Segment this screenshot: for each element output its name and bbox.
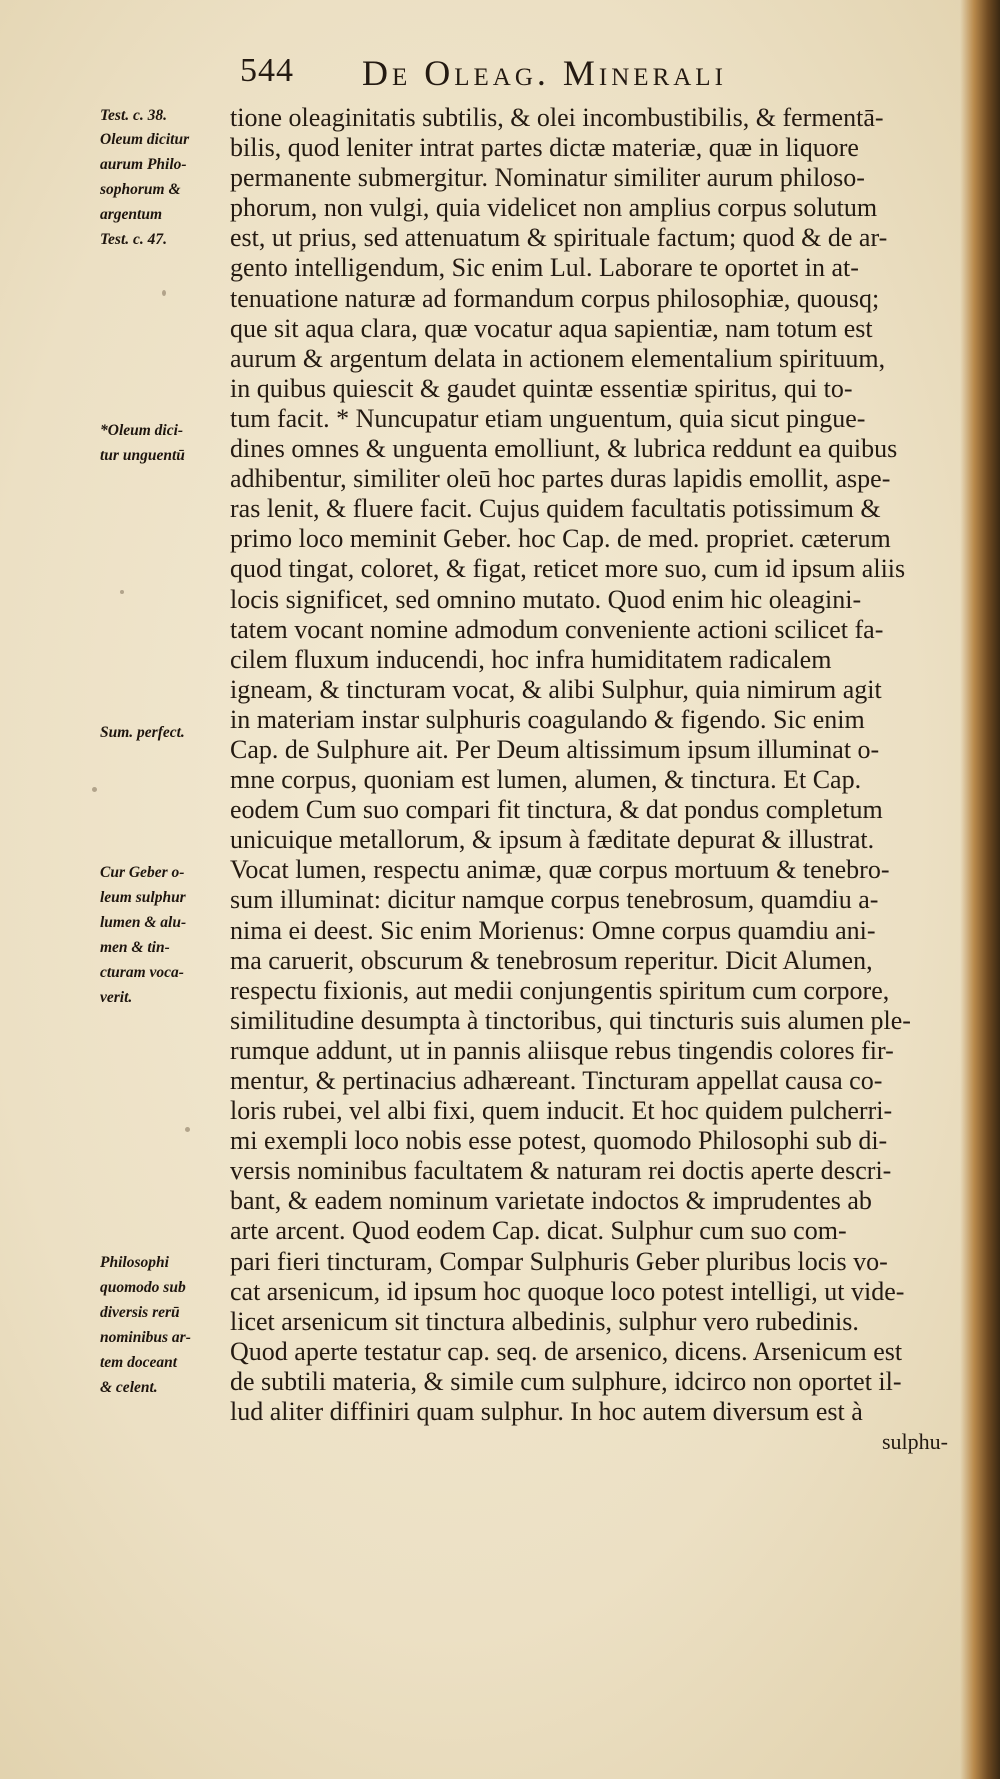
margin-note-line: cturam voca- bbox=[100, 964, 184, 981]
paper-fleck bbox=[162, 290, 166, 296]
margin-note-line: *Oleum dici- bbox=[100, 422, 184, 439]
text-line: in materiam instar sulphuris coagulando & figendo. Sic enim bbox=[230, 704, 865, 734]
main-text bbox=[230, 103, 988, 1457]
text-line: gento intelligendum, Sic enim Lul. Laborare te oportet in at- bbox=[230, 253, 859, 283]
margin-note-line: Cur Geber o- bbox=[100, 864, 185, 881]
margin-note-line: Test. c. 38. bbox=[100, 107, 168, 124]
text-line: respectu fixionis, aut medii conjungentis spiritum cum corpore, bbox=[230, 975, 890, 1005]
text-line: cat arsenicum, id ipsum hoc quoque loco potest intelligi, ut vide- bbox=[230, 1276, 905, 1306]
text-line: in quibus quiescit & gaudet quintæ essentiæ spiritus, qui to- bbox=[230, 373, 853, 403]
text-line: Quod aperte testatur cap. seq. de arsenico, dicens. Arsenicum est bbox=[230, 1336, 903, 1366]
text-line: dines omnes & unguenta emolliunt, & lubrica reddunt ea quibus bbox=[230, 434, 898, 464]
text-line: adhibentur, similiter oleū hoc partes duras lapidis emollit, aspe- bbox=[230, 464, 891, 494]
margin-note bbox=[100, 418, 228, 468]
text-line: de subtili materia, & simile cum sulphure, idcirco non oportet il- bbox=[230, 1366, 902, 1396]
text-line: eodem Cum suo compari fit tinctura, & dat pondus completum bbox=[230, 795, 883, 825]
margin-note bbox=[100, 720, 228, 745]
paper-fleck bbox=[120, 590, 124, 594]
margin-note-line: lumen & alu- bbox=[100, 914, 187, 931]
text-line: bant, & eadem nominum varietate indoctos & imprudentes ab bbox=[230, 1186, 872, 1216]
margin-note-line: Philosophi bbox=[100, 1254, 169, 1271]
text-line: arte arcent. Quod eodem Cap. dicat. Sulphur cum suo com- bbox=[230, 1216, 847, 1246]
margin-note-line: nominibus ar- bbox=[100, 1329, 191, 1346]
text-line: que sit aqua clara, quæ vocatur aqua sapientiæ, nam totum est bbox=[230, 313, 873, 343]
text-line: aurum & argentum delata in actionem elementalium spirituum, bbox=[230, 343, 886, 373]
text-line: phorum, non vulgi, quia videlicet non amplius corpus solutum bbox=[230, 193, 878, 223]
margin-note-line: tem doceant bbox=[100, 1354, 178, 1371]
text-line: tum facit. * Nuncupatur etiam unguentum, quia sicut pingue- bbox=[230, 403, 866, 433]
text-line: est, ut prius, sed attenuatum & spirituale factum; quod & de ar- bbox=[230, 223, 888, 253]
catchword: sulphu- bbox=[882, 1429, 948, 1455]
text-line: lud aliter diffiniri quam sulphur. In hoc autem diversum est à bbox=[230, 1397, 863, 1427]
text-line: pari fieri tincturam, Compar Sulphuris Geber pluribus locis vo- bbox=[230, 1246, 888, 1276]
margin-note-line: sophorum & bbox=[100, 181, 181, 198]
margin-note-line: & celent. bbox=[100, 1379, 158, 1396]
running-title: De Oleag. Minerali bbox=[362, 53, 727, 93]
text-line: loris rubei, vel albi fixi, quem inducit. Et hoc quidem pulcherri- bbox=[230, 1096, 893, 1126]
page-number: 544 bbox=[240, 52, 294, 89]
margin-note bbox=[100, 1250, 228, 1400]
text-line: sum illuminat: dicitur namque corpus tenebrosum, quamdiu a- bbox=[230, 885, 879, 915]
margin-note-line: Test. c. 47. bbox=[100, 231, 168, 248]
text-line: mi exempli loco nobis esse potest, quomodo Philosophi sub di- bbox=[230, 1126, 888, 1156]
text-line: tatem vocant nomine admodum conveniente actioni scilicet fa- bbox=[230, 614, 884, 644]
margin-note-line: leum sulphur bbox=[100, 889, 186, 906]
text-line: mentur, & pertinacius adhæreant. Tincturam appellat causa co- bbox=[230, 1066, 883, 1095]
text-line: tione oleaginitatis subtilis, & olei incombustibilis, & fermentā- bbox=[230, 103, 884, 132]
margin-note-line: verit. bbox=[100, 989, 133, 1006]
margin-note-line: quomodo sub bbox=[100, 1279, 186, 1296]
text-line: igneam, & tincturam vocat, & alibi Sulphur, quia nimirum agit bbox=[230, 674, 882, 704]
margin-note bbox=[100, 103, 228, 128]
text-line: similitudine desumpta à tinctoribus, qui tincturis suis alumen ple- bbox=[230, 1005, 911, 1035]
text-line: bilis, quod leniter intrat partes dictæ materiæ, quæ in liquore bbox=[230, 133, 859, 163]
margin-note bbox=[100, 860, 228, 1010]
text-line: licet arsenicum sit tinctura albedinis, sulphur vero rubedinis. bbox=[230, 1306, 859, 1336]
margin-note-line: Sum. perfect. bbox=[100, 724, 185, 741]
text-line: locis significet, sed omnino mutato. Quod enim hic oleagini- bbox=[230, 584, 862, 614]
margin-note-line: men & tin- bbox=[100, 939, 170, 956]
margin-notes bbox=[0, 0, 230, 1779]
text-line: mne corpus, quoniam est lumen, alumen, & tinctura. Et Cap. bbox=[230, 765, 862, 795]
text-line: ras lenit, & fluere facit. Cujus quidem facultatis potissimum & bbox=[230, 494, 881, 524]
text-line: versis nominibus facultatem & naturam rei doctis aperte descri- bbox=[230, 1156, 892, 1186]
margin-note-line: aurum Philo- bbox=[100, 156, 187, 173]
text-line: nima ei deest. Sic enim Morienus: Omne corpus quamdiu ani- bbox=[230, 915, 876, 945]
margin-note-line: diversis rerū bbox=[100, 1304, 180, 1321]
margin-note-line: argentum bbox=[100, 206, 163, 223]
page-header bbox=[240, 52, 940, 102]
margin-note-line: Oleum dicitur bbox=[100, 131, 190, 148]
margin-note bbox=[100, 127, 228, 252]
text-line: unicuique metallorum, & ipsum à fæditate depurat & illustrat. bbox=[230, 825, 875, 855]
text-line: quod tingat, coloret, & figat, reticet more suo, cum id ipsum aliis bbox=[230, 554, 906, 584]
text-line: primo loco meminit Geber. hoc Cap. de med. propriet. cæterum bbox=[230, 524, 891, 554]
paper-fleck bbox=[185, 1127, 190, 1132]
text-line: cilem fluxum inducendi, hoc infra humiditatem radicalem bbox=[230, 644, 832, 674]
text-line: ma caruerit, obscurum & tenebrosum reperitur. Dicit Alumen, bbox=[230, 945, 873, 975]
text-line: Cap. de Sulphure ait. Per Deum altissimum ipsum illuminat o- bbox=[230, 734, 880, 764]
text-line: Vocat lumen, respectu animæ, quæ corpus mortuum & tenebro- bbox=[230, 855, 890, 885]
paper-fleck bbox=[92, 787, 97, 792]
text-line: rumque addunt, ut in pannis aliisque rebus tingendis colores fir- bbox=[230, 1035, 894, 1065]
text-line: permanente submergitur. Nominatur similiter aurum philoso- bbox=[230, 163, 865, 193]
margin-note-line: tur unguentū bbox=[100, 447, 185, 464]
text-line: tenuatione naturæ ad formandum corpus philosophiæ, quousq; bbox=[230, 283, 880, 313]
